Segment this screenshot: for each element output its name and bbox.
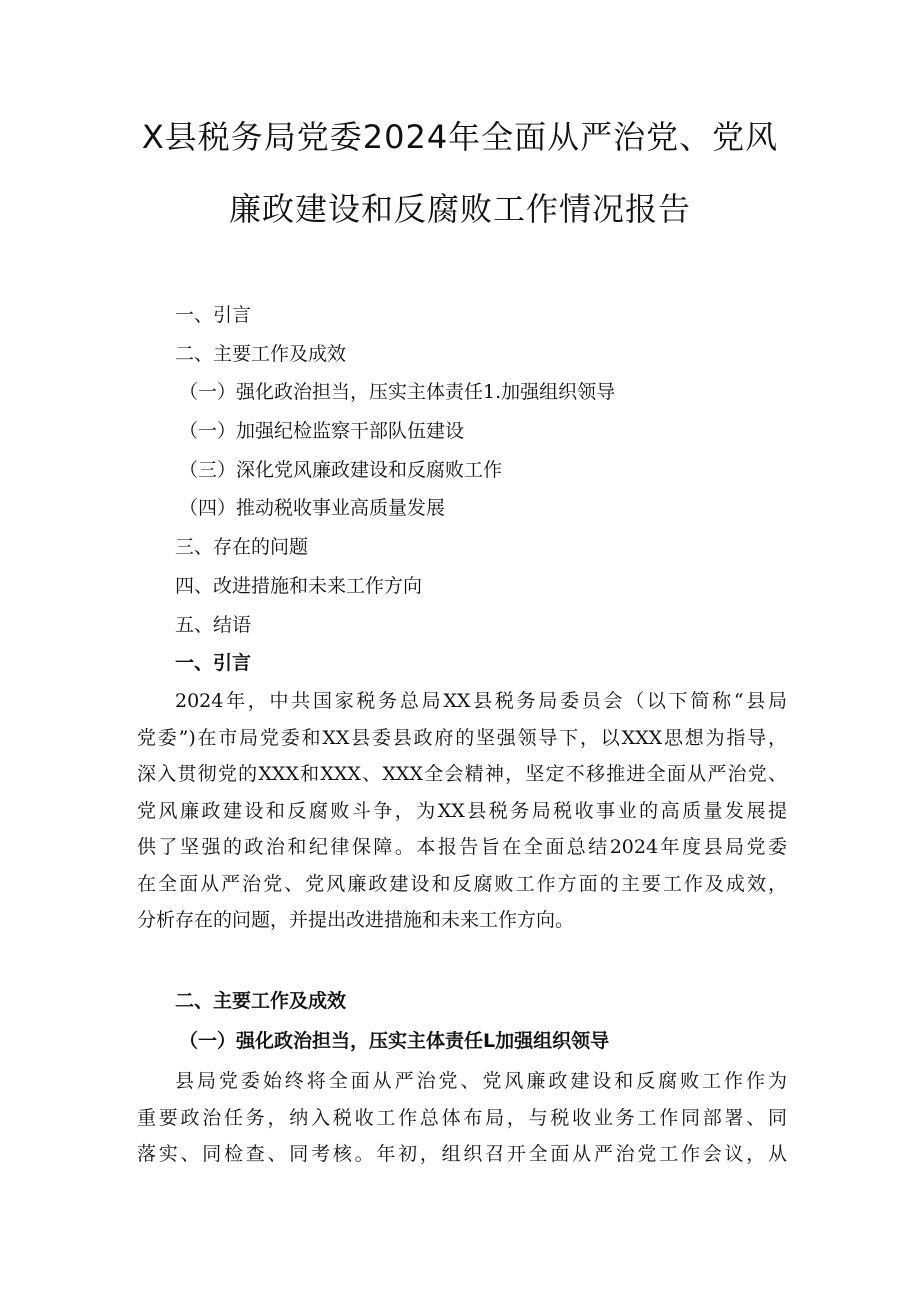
toc-item: （四）推动税收事业高质量发展 [179, 497, 446, 520]
report-title-line-1: X县税务局党委2024年全面从严治党、党风 [141, 118, 779, 156]
introduction-paragraph [137, 683, 787, 939]
section-heading-introduction: 一、引言 [175, 652, 252, 674]
paragraph-line: 党委”)在市局党委和XX县委县政府的坚强领导下，以XXX思想为指导， [137, 726, 787, 749]
paragraph-line: 落实、同检查、同考核。年初，组织召开全面从严治党工作会议，从 [137, 1143, 787, 1165]
table-of-contents [175, 296, 615, 644]
paragraph-line: 在全面从严治党、党风廉政建设和反腐败工作方面的主要工作及成效， [137, 872, 787, 895]
toc-item: 五、结语 [175, 613, 252, 636]
toc-item: （一）强化政治担当，压实主体责任1.加强组织领导 [179, 381, 616, 404]
subsection-heading-political-responsibility: （一）强化政治担当，压实主体责任L加强组织领导 [179, 1030, 610, 1052]
paragraph-line: 2024年，中共国家税务总局XX县税务局委员会（以下简称“县局 [175, 690, 787, 712]
paragraph-line: 党风廉政建设和反腐败斗争，为XX县税务局税收事业的高质量发展提 [137, 799, 787, 822]
toc-item: 四、改进措施和未来工作方向 [175, 574, 423, 597]
main-work-paragraph [137, 1063, 787, 1173]
toc-item: （三）深化党风廉政建设和反腐败工作 [179, 458, 503, 481]
paragraph-line: 分析存在的问题，并提出改进措施和未来工作方向。 [137, 909, 575, 931]
paragraph-line: 重要政治任务，纳入税收工作总体布局，与税收业务工作同部署、同 [137, 1106, 787, 1129]
paragraph-line: 供了坚强的政治和纪律保障。本报告旨在全面总结2024年度县局党委 [137, 836, 787, 858]
report-title-line-2: 廉政建设和反腐败工作情况报告 [228, 190, 691, 228]
toc-item: （一）加强纪检监察干部队伍建设 [179, 420, 465, 443]
section-heading-main-work: 二、主要工作及成效 [175, 990, 347, 1012]
toc-item: 一、引言 [175, 304, 252, 326]
paragraph-line: 深入贯彻党的XXX和XXX、XXX全会精神，坚定不移推进全面从严治党、 [137, 763, 787, 785]
toc-item: 二、主要工作及成效 [175, 342, 347, 365]
paragraph-line: 县局党委始终将全面从严治党、党风廉政建设和反腐败工作作为 [175, 1070, 787, 1092]
toc-item: 三、存在的问题 [175, 536, 309, 559]
